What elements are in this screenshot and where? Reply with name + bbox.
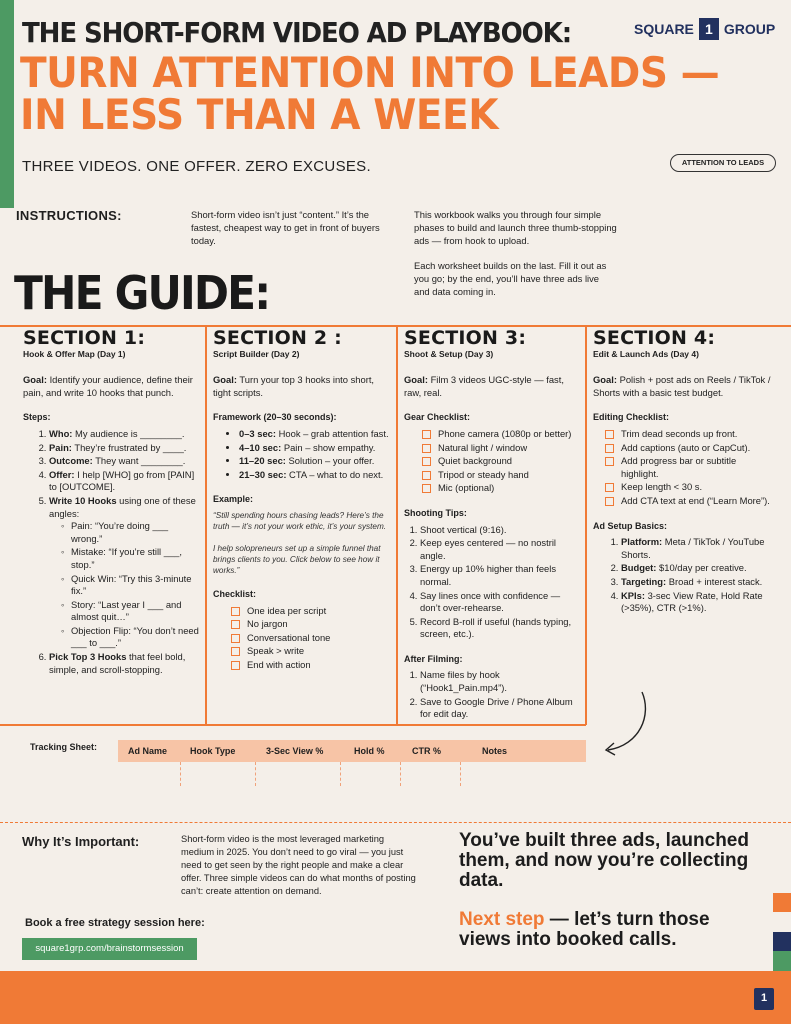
column-header: 3-Sec View %	[266, 746, 324, 756]
goal-text: Identify your audience, define their pain, and write 10 hooks that punch.	[23, 374, 193, 398]
column-divider	[585, 325, 587, 725]
list-item	[621, 590, 773, 615]
list-item	[621, 576, 773, 589]
gear-heading: Gear Checklist:	[404, 412, 471, 423]
column-header: CTR %	[412, 746, 441, 756]
example-text: “Still spending hours chasing leads? Here’s the truth — it’s not your work ethic, it’s your system.	[213, 510, 387, 531]
list-item: 3. Energy up 10% higher than feels normal.	[420, 563, 582, 588]
why-text: Short-form video is the most leveraged marketing medium in 2025. You don’t need to go viral — you just need to get seen by the right people and make a clear offer. Three simple videos can do what months of posting can’t: create attention on demand.	[181, 834, 416, 896]
ad-setup-list	[593, 536, 773, 615]
list-item: 4. Say lines once with confidence — don’t over-rehearse.	[420, 590, 582, 615]
checklist-item[interactable]: Add captions (auto or CapCut).	[605, 442, 773, 455]
instructions-details: Each worksheet builds on the last. Fill it out as you go; by the end, you’ll have three ads live and data coming in.	[414, 260, 607, 297]
next-step-text	[459, 910, 759, 950]
list-item	[621, 536, 773, 561]
column-header: Hook Type	[190, 746, 236, 756]
booking-link-button[interactable]: square1grp.com/brainstormsession	[22, 938, 197, 960]
framework-heading: Framework (20–30 seconds):	[213, 412, 337, 423]
list-item: ◦ Story: “Last year I ___ and almost quit…”	[61, 599, 201, 624]
editing-heading: Editing Checklist:	[593, 412, 670, 423]
list-item: 5. Record B-roll if useful (hands typing, screen, etc.).	[420, 616, 582, 641]
dashed-divider	[0, 822, 791, 823]
list-item	[49, 442, 201, 455]
table-cell-divider	[340, 762, 341, 786]
list-item	[239, 428, 391, 441]
time-text: Hook – grab attention fast.	[276, 427, 389, 439]
section-1-title: SECTION 1:	[23, 327, 146, 349]
book-session-label: Book a free strategy session here:	[25, 917, 205, 929]
framework-list	[213, 428, 391, 481]
column-header: Ad Name	[128, 746, 168, 756]
list-item: ◦ Pain: “You’re doing ___ wrong.”	[61, 520, 201, 545]
list-item: ◦ Objection Flip: “You don’t need ___ to ___.”	[61, 625, 201, 650]
list-item	[239, 469, 391, 482]
column-header: Hold %	[354, 746, 385, 756]
step-text: using one of these angles:	[49, 494, 196, 519]
time-text: CTA – what to do next.	[286, 468, 384, 480]
goal-text: Film 3 videos UGC-style — fast, raw, real.	[404, 374, 564, 398]
setup-text: 3-sec View Rate, Hold Rate (>35%), CTR (>1%).	[621, 589, 763, 614]
time-label: 0–3 sec:	[239, 427, 277, 439]
checklist-item[interactable]: Natural light / window	[422, 442, 582, 455]
list-item: 2. Save to Google Drive / Phone Album for edit day.	[420, 696, 582, 721]
curved-arrow-icon	[600, 690, 660, 760]
list-item	[49, 495, 201, 650]
decor-block	[773, 893, 791, 912]
step-text: They want ________.	[92, 455, 186, 467]
checklist	[213, 605, 391, 672]
next-step-label: Next step	[459, 909, 545, 930]
goal-label: Goal:	[213, 374, 237, 386]
step-label: Pick Top 3 Hooks	[49, 651, 127, 663]
steps-list	[23, 428, 201, 676]
section-4-title: SECTION 4:	[593, 327, 716, 349]
tracking-table-header	[118, 740, 586, 762]
section-2-title: SECTION 2 :	[213, 327, 342, 349]
logo-mark: 1	[699, 18, 719, 40]
checklist-item[interactable]: Phone camera (1080p or better)	[422, 428, 582, 441]
list-item	[49, 428, 201, 441]
column-header: Notes	[482, 746, 508, 756]
checklist-item[interactable]: Speak > write	[231, 645, 391, 658]
page-title: THE SHORT-FORM VIDEO AD PLAYBOOK:	[22, 16, 572, 49]
list-item: 2. Keep eyes centered — no nostril angle.	[420, 537, 582, 562]
steps-heading: Steps:	[23, 412, 51, 423]
tagline: THREE VIDEOS. ONE OFFER. ZERO EXCUSES.	[22, 158, 371, 175]
column-divider	[396, 325, 398, 725]
logo-text-left: SQUARE	[634, 21, 694, 37]
column-divider	[205, 325, 207, 725]
headline-line-1: TURN ATTENTION INTO LEADS —	[20, 48, 720, 97]
editing-checklist	[593, 428, 773, 508]
section-3-subtitle: Shoot & Setup (Day 3)	[404, 348, 494, 359]
checklist-heading: Checklist:	[213, 588, 257, 599]
step-text: My audience is ________.	[72, 427, 185, 439]
after-filming-list	[404, 669, 582, 720]
section-2-subtitle: Script Builder (Day 2)	[213, 348, 300, 359]
attention-badge: ATTENTION TO LEADS	[670, 154, 776, 172]
ad-setup-heading: Ad Setup Basics:	[593, 520, 668, 531]
section-3	[404, 327, 582, 722]
checklist-item[interactable]: Tripod or steady hand	[422, 469, 582, 482]
setup-label: Budget:	[621, 562, 657, 574]
goal-label: Goal:	[404, 374, 428, 386]
table-cell-divider	[460, 762, 461, 786]
instructions-intro: Short-form video isn’t just “content.” It’s the fastest, cheapest way to get in front of buyers today.	[191, 209, 380, 246]
checklist-item[interactable]: No jargon	[231, 618, 391, 631]
list-item	[621, 562, 773, 575]
checklist-item[interactable]: Add progress bar or subtitle highlight.	[605, 455, 773, 480]
checklist-item[interactable]: Keep length < 30 s.	[605, 481, 773, 494]
section-4-subtitle: Edit & Launch Ads (Day 4)	[593, 348, 699, 359]
tracking-sheet-label: Tracking Sheet:	[30, 742, 98, 752]
setup-text: Broad + interest stack.	[666, 575, 763, 587]
time-text: Pain – show empathy.	[281, 441, 376, 453]
gear-checklist	[404, 428, 582, 495]
section-2-goal	[213, 374, 391, 399]
section-1-subtitle: Hook & Offer Map (Day 1)	[23, 348, 126, 359]
checklist-item[interactable]: One idea per script	[231, 605, 391, 618]
list-item	[239, 442, 391, 455]
footer-logo: 1	[754, 988, 774, 1010]
step-text: I help [WHO] go from [PAIN] to [OUTCOME].	[49, 468, 195, 493]
checklist-item[interactable]: Conversational tone	[231, 632, 391, 645]
example-heading: Example:	[213, 494, 254, 505]
tips-list	[404, 524, 582, 641]
divider	[0, 724, 586, 726]
checklist-item[interactable]: End with action	[231, 659, 391, 672]
instructions-label: INSTRUCTIONS:	[16, 208, 122, 223]
instructions-overview: This workbook walks you through four simple phases to build and launch three thumb-stopping ads — from hook to upload.	[414, 209, 617, 246]
time-text: Solution – your offer.	[285, 455, 375, 467]
time-label: 11–20 sec:	[239, 455, 286, 467]
time-label: 4–10 sec:	[239, 441, 282, 453]
next-step-body: — let’s turn those views into booked calls.	[459, 909, 710, 950]
company-logo	[634, 18, 775, 40]
table-cell-divider	[400, 762, 401, 786]
section-1	[23, 327, 201, 677]
step-label: Write 10 Hooks	[49, 494, 117, 506]
step-label: Pain:	[49, 441, 72, 453]
setup-label: Targeting:	[621, 575, 667, 587]
section-3-goal	[404, 374, 582, 399]
step-text: They’re frustrated by ____.	[71, 441, 187, 453]
logo-text-right: GROUP	[723, 21, 776, 37]
headline	[20, 48, 720, 139]
checklist-item[interactable]: Quiet background	[422, 455, 582, 468]
decor-block	[773, 932, 791, 951]
step-label: Offer:	[49, 468, 75, 480]
summary-text: You’ve built three ads, launched them, and now you’re collecting data.	[459, 830, 749, 891]
section-2	[213, 327, 391, 673]
list-item	[49, 469, 201, 494]
list-item: 1. Name files by hook (“Hook1_Pain.mp4”).	[420, 669, 582, 694]
setup-label: Platform:	[621, 536, 663, 548]
checklist-item[interactable]: Trim dead seconds up front.	[605, 428, 773, 441]
footer-bar	[0, 971, 791, 1024]
tips-heading: Shooting Tips:	[404, 507, 467, 518]
list-item	[239, 455, 391, 468]
list-item: ◦ Quick Win: “Try this 3-minute fix.”	[61, 573, 201, 598]
step-label: Outcome:	[49, 455, 93, 467]
example-text: I help solopreneurs set up a simple funnel that brings clients to you. Click below to see how it works.”	[213, 543, 381, 575]
why-label: Why It’s Important:	[22, 834, 140, 849]
step-text: that feel bold, simple, and scroll-stopping.	[49, 651, 186, 675]
time-label: 21–30 sec:	[239, 468, 287, 480]
table-cell-divider	[255, 762, 256, 786]
setup-label: KPIs:	[621, 589, 645, 601]
section-3-title: SECTION 3:	[404, 327, 527, 349]
decor-block	[773, 951, 791, 971]
after-filming-heading: After Filming:	[404, 653, 463, 664]
table-cell-divider	[180, 762, 181, 786]
goal-label: Goal:	[593, 374, 617, 386]
section-4	[593, 327, 773, 616]
checklist-item[interactable]: Mic (optional)	[422, 482, 582, 495]
list-item	[49, 651, 201, 676]
list-item: 1. Shoot vertical (9:16).	[420, 524, 582, 537]
accent-bar	[0, 0, 14, 208]
section-1-goal	[23, 374, 201, 399]
section-4-goal	[593, 374, 773, 399]
goal-text: Turn your top 3 hooks into short, tight scripts.	[213, 374, 375, 398]
list-item	[49, 455, 201, 468]
goal-label: Goal:	[23, 374, 47, 386]
headline-line-2: IN LESS THAN A WEEK	[20, 90, 499, 139]
goal-text: Polish + post ads on Reels / TikTok / Shorts with a basic test budget.	[593, 374, 771, 398]
step-label: Who:	[49, 427, 73, 439]
setup-text: Meta / TikTok / YouTube Shorts.	[621, 536, 765, 560]
setup-text: $10/day per creative.	[656, 562, 747, 574]
list-item: ◦ Mistake: “If you’re still ___, stop.”	[61, 546, 201, 571]
angles-list	[49, 520, 201, 650]
checklist-item[interactable]: Add CTA text at end (“Learn More”).	[605, 495, 773, 508]
guide-title: THE GUIDE:	[14, 266, 270, 320]
